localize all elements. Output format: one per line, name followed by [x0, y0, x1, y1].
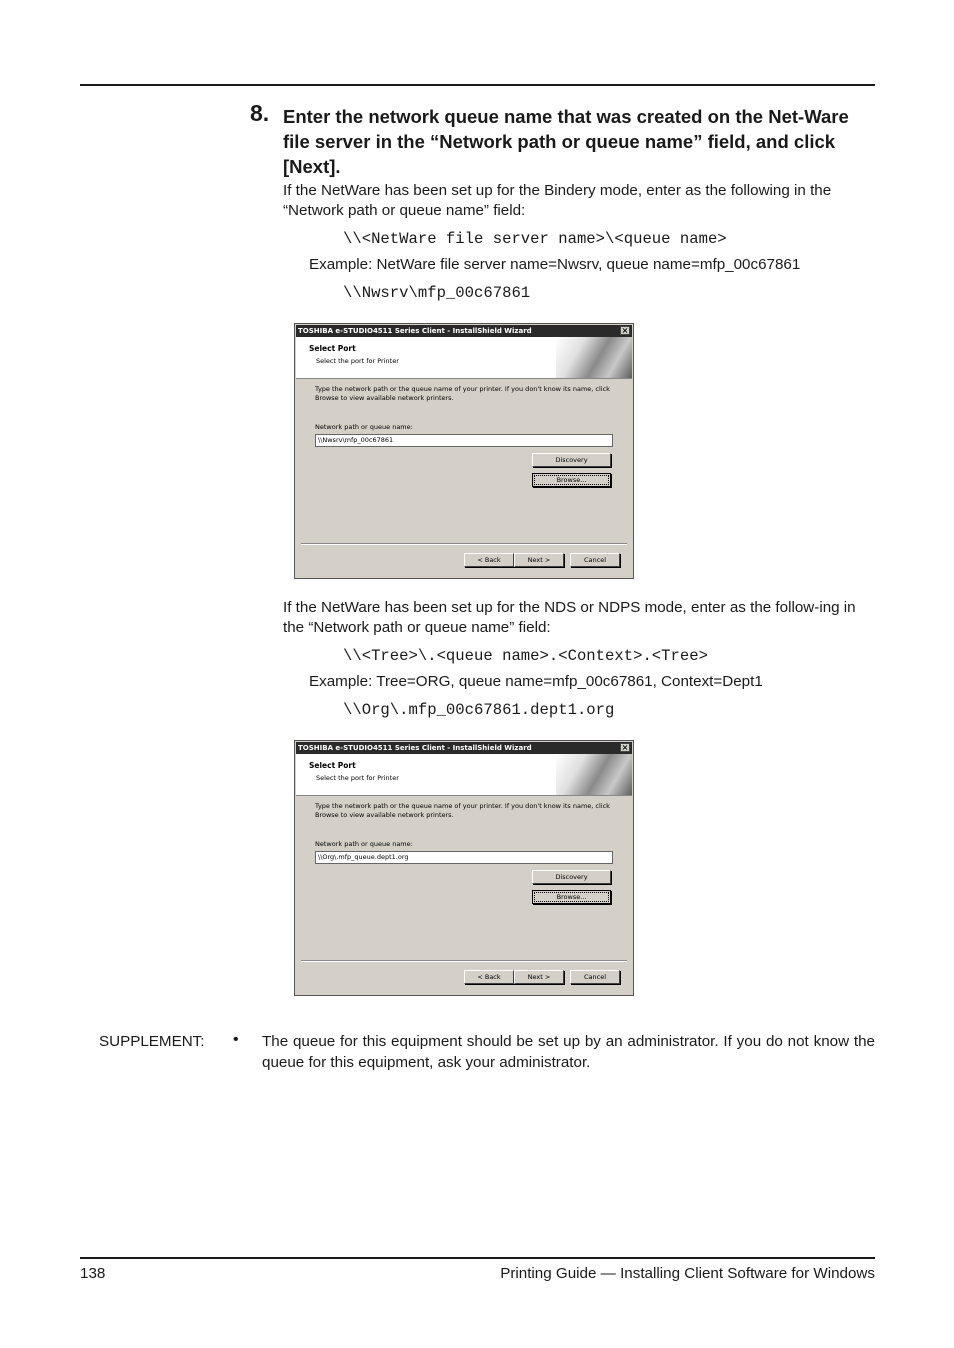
nds-intro: If the NetWare has been set up for the NDS or NDPS mode, enter as the follow-ing in the “Network path or queue name” field: [283, 599, 856, 636]
queue-field-label: Network path or queue name: [315, 840, 413, 848]
bindery-example-code: \\Nwsrv\mfp_00c67861 [343, 284, 531, 302]
dialog-description: Type the network path or the queue name of your printer. If you don't know its name, click Browse to view available network printers. [315, 802, 610, 819]
cancel-button[interactable]: Cancel [570, 970, 620, 984]
next-button[interactable]: Next > [514, 553, 564, 567]
queue-field-label: Network path or queue name: [315, 423, 413, 431]
queue-path-input[interactable]: \\Nwsrv\mfp_00c67861 [315, 434, 613, 447]
nds-example-code: \\Org\.mfp_00c67861.dept1.org [343, 701, 615, 719]
header-title: Select Port [309, 344, 356, 353]
dialog-description: Type the network path or the queue name of your printer. If you don't know its name, click Browse to view available network printers. [315, 385, 610, 402]
browse-button[interactable]: Browse... [532, 473, 611, 487]
nds-syntax: \\<Tree>\.<queue name>.<Context>.<Tree> [343, 647, 708, 665]
dialog-title: TOSHIBA e-STUDIO4511 Series Client - InstallShield Wizard [298, 744, 532, 752]
close-icon[interactable]: × [621, 743, 629, 752]
dialog-titlebar [296, 325, 632, 337]
supplement-text: The queue for this equipment should be set up by an administrator. If you do not know the queue for this equipment, ask your administrator. [262, 1033, 875, 1071]
page-number: 138 [80, 1265, 106, 1282]
dialog-titlebar [296, 742, 632, 754]
step-title: Enter the network queue name that was created on the Net-Ware file server in the “Network path or queue name” field, and click [Next]. [283, 106, 849, 177]
discovery-button[interactable]: Discovery [532, 453, 611, 467]
dialog-header [296, 337, 632, 379]
wizard-banner-image [556, 754, 632, 795]
supplement-bullet: • [233, 1031, 239, 1048]
footer-title: Printing Guide — Installing Client Software for Windows [500, 1265, 875, 1282]
back-button[interactable]: < Back [464, 970, 514, 984]
bindery-intro: If the NetWare has been set up for the Bindery mode, enter as the following in the “Network path or queue name” field: [283, 182, 832, 219]
back-button[interactable]: < Back [464, 553, 514, 567]
button-separator [301, 960, 627, 962]
dialog-header [296, 754, 632, 796]
dialog-title: TOSHIBA e-STUDIO4511 Series Client - InstallShield Wizard [298, 327, 532, 335]
wizard-banner-image [556, 337, 632, 378]
select-port-dialog-bindery [294, 323, 634, 579]
step-number: 8. [250, 100, 270, 126]
next-button[interactable]: Next > [514, 970, 564, 984]
close-icon[interactable]: × [621, 326, 629, 335]
queue-path-input[interactable]: \\Org\.mfp_queue.dept1.org [315, 851, 613, 864]
top-rule [80, 84, 875, 86]
header-subtitle: Select the port for Printer [316, 357, 399, 365]
select-port-dialog-nds [294, 740, 634, 996]
nds-example: Example: Tree=ORG, queue name=mfp_00c67861, Context=Dept1 [309, 673, 763, 690]
supplement-label: SUPPLEMENT: [99, 1033, 205, 1050]
header-title: Select Port [309, 761, 356, 770]
bindery-syntax: \\<NetWare file server name>\<queue name> [343, 230, 727, 248]
browse-button[interactable]: Browse... [532, 890, 611, 904]
discovery-button[interactable]: Discovery [532, 870, 611, 884]
bindery-example: Example: NetWare file server name=Nwsrv, queue name=mfp_00c67861 [309, 256, 801, 273]
button-separator [301, 543, 627, 545]
bottom-rule [80, 1257, 875, 1259]
cancel-button[interactable]: Cancel [570, 553, 620, 567]
header-subtitle: Select the port for Printer [316, 774, 399, 782]
